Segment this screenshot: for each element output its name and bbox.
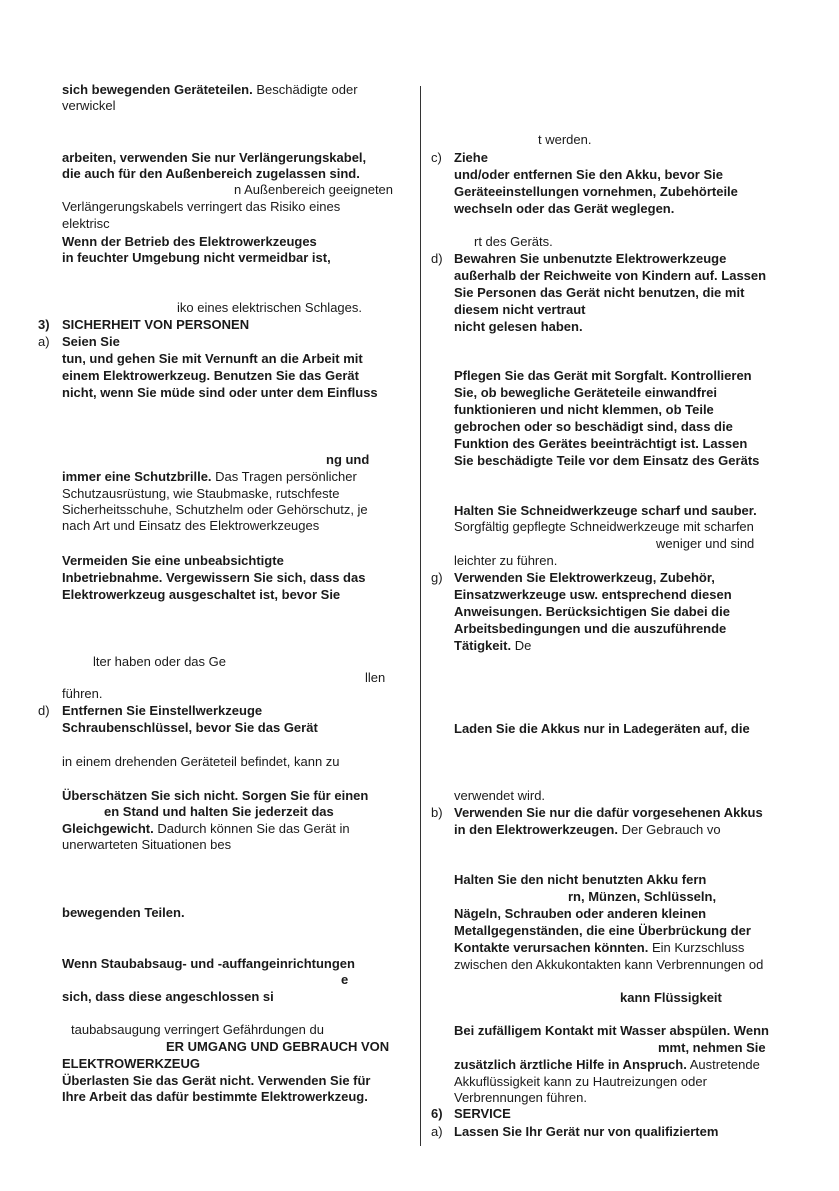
text-line: Überschätzen Sie sich nicht. Sorgen Sie für einen (62, 788, 369, 803)
text-line: elektrisc (62, 216, 110, 231)
text-line: Nägeln, Schrauben oder anderen kleinen (454, 906, 707, 921)
bold-text: immer eine Schutzbrille. (62, 469, 212, 484)
text-line (62, 469, 357, 485)
text-line: in feuchter Umgebung nicht vermeidbar ist, (62, 250, 331, 265)
text-line: leichter zu führen. (454, 553, 558, 568)
text-line: gebrochen oder so beschädigt sind, dass die (454, 419, 733, 434)
text-line: rn, Münzen, Schlüsseln, (568, 889, 717, 904)
list-marker: d) (431, 251, 443, 266)
list-marker: a) (38, 334, 50, 349)
text-line: Akkuflüssigkeit kann zu Hautreizungen oder (454, 1074, 707, 1089)
text-line: Halten Sie Schneidwerkzeuge scharf und sauber. (454, 503, 757, 518)
text-line: mmt, nehmen Sie (658, 1040, 766, 1055)
bold-text: Tätigkeit. (454, 638, 512, 653)
text-line: außerhalb der Reichweite von Kindern auf. Lassen (454, 268, 767, 283)
text-line: Wenn Staubabsaug- und -auffangeinrichtungen (62, 956, 355, 971)
text-line: Einsatzwerkzeuge usw. entsprechend diesen (454, 587, 732, 602)
list-marker: b) (431, 805, 443, 820)
text-line: nach Art und Einsatz des Elektrowerkzeuges (62, 518, 320, 533)
regular-text: De (514, 638, 532, 653)
text-line: unerwarteten Situationen bes (62, 837, 232, 852)
text-line: rt des Geräts. (474, 234, 553, 249)
text-line: Sicherheitsschuhe, Schutzhelm oder Gehörschutz, je (62, 502, 368, 517)
list-marker: c) (431, 150, 442, 165)
text-line: Laden Sie die Akkus nur in Ladegeräten auf, die (454, 721, 750, 736)
text-line: Vermeiden Sie eine unbeabsichtigte (62, 553, 284, 568)
column-divider (420, 86, 421, 1146)
text-line: kann Flüssigkeit (620, 990, 722, 1005)
text-line: Bei zufälligem Kontakt mit Wasser abspülen. Wenn (454, 1023, 769, 1038)
text-line: Entfernen Sie Einstellwerkzeuge (62, 703, 263, 718)
bold-text: Gleichgewicht. (62, 821, 154, 836)
text-line: tun, und gehen Sie mit Vernunft an die Arbeit mit (62, 351, 363, 366)
bold-text: zusätzlich ärztliche Hilfe in Anspruch. (454, 1057, 687, 1072)
text-line (454, 940, 744, 956)
text-line: Funktion des Gerätes beeinträchtigt ist. Lassen (454, 436, 748, 451)
text-line: Sie Personen das Gerät nicht benutzen, die mit (454, 285, 745, 300)
text-line: Seien Sie (62, 334, 120, 349)
text-line: Arbeitsbedingungen und die auszuführende (454, 621, 727, 636)
text-line: nicht, wenn Sie müde sind oder unter dem Einfluss (62, 385, 378, 400)
text-line: Schutzausrüstung, wie Staubmaske, rutschfeste (62, 486, 340, 501)
text-line: Verbrennungen führen. (454, 1090, 587, 1105)
text-line: Anweisungen. Berücksichtigen Sie dabei die (454, 604, 730, 619)
text-line: weniger und sind (656, 536, 755, 551)
text-line: iko eines elektrischen Schlages. (177, 300, 362, 315)
text-line: lter haben oder das Ge (93, 654, 226, 669)
text-line: n Außenbereich geeigneten (234, 182, 394, 197)
section-heading: SICHERHEIT VON PERSONEN (62, 317, 250, 332)
text-line: Bewahren Sie unbenutzte Elektrowerkzeuge (454, 251, 727, 266)
text-line: Wenn der Betrieb des Elektrowerkzeuges (62, 234, 317, 249)
text-line: Verwenden Sie nur die dafür vorgesehenen Akkus (454, 805, 763, 820)
text-line: Sie, ob bewegliche Geräteteile einwandfrei (454, 385, 717, 400)
text-line: Lassen Sie Ihr Gerät nur von qualifiziertem (454, 1124, 719, 1139)
text-line (454, 1057, 760, 1073)
text-line: in einem drehenden Geräteteil befindet, kann zu (62, 754, 340, 769)
text-line: verwendet wird. (454, 788, 546, 803)
regular-text: Dadurch können Sie das Gerät in (157, 821, 350, 836)
text-line: Ihre Arbeit das dafür bestimmte Elektrowerkzeug. (62, 1089, 368, 1104)
text-line: arbeiten, verwenden Sie nur Verlängerungskabel, (62, 150, 367, 165)
text-line: Verlängerungskabels verringert das Risiko eines (62, 199, 341, 214)
text-line: bewegenden Teilen. (62, 905, 185, 920)
text-line: en Stand und halten Sie jederzeit das (104, 804, 334, 819)
text-line: und/oder entfernen Sie den Akku, bevor Sie (454, 167, 723, 182)
list-marker: d) (38, 703, 50, 718)
text-line: verwickel (62, 98, 116, 113)
text-line: Ziehe (454, 150, 488, 165)
text-line: diesem nicht vertraut (454, 302, 586, 317)
bold-text: Kontakte verursachen könnten. (454, 940, 649, 955)
text-line: Verwenden Sie Elektrowerkzeug, Zubehör, (454, 570, 715, 585)
text-line: Geräteeinstellungen vornehmen, Zubehörteile (454, 184, 738, 199)
text-line: Metallgegenständen, die eine Überbrückung der (454, 923, 751, 938)
section-heading: ER UMGANG UND GEBRAUCH VON (166, 1039, 390, 1054)
section-heading: SERVICE (454, 1106, 511, 1121)
text-line: führen. (62, 686, 103, 701)
text-line: wechseln oder das Gerät weglegen. (454, 201, 675, 216)
section-number: 6) (431, 1106, 443, 1121)
section-heading: ELEKTROWERKZEUG (62, 1056, 200, 1071)
regular-text: Der Gebrauch vo (621, 822, 721, 837)
text-line (62, 821, 350, 837)
text-line: funktionieren und nicht klemmen, ob Teile (454, 402, 714, 417)
bold-text: sich bewegenden Geräteteilen. (62, 82, 253, 97)
regular-text: Austretende (689, 1057, 760, 1072)
text-line (454, 822, 721, 838)
text-line: Elektrowerkzeug ausgeschaltet ist, bevor Sie (62, 587, 341, 602)
text-line: Sie beschädigte Teile vor dem Einsatz des Geräts (454, 453, 760, 468)
text-line: Inbetriebnahme. Vergewissern Sie sich, dass das (62, 570, 366, 585)
text-line: Pflegen Sie das Gerät mit Sorgfalt. Kontrollieren (454, 368, 752, 383)
regular-text: Beschädigte oder (256, 82, 358, 97)
text-line (454, 638, 531, 654)
text-line: Halten Sie den nicht benutzten Akku fern (454, 872, 707, 887)
text-line: zwischen den Akkukontakten kann Verbrennungen od (454, 957, 764, 972)
section-number: 3) (38, 317, 50, 332)
text-line: t werden. (538, 132, 592, 147)
text-line: e (341, 972, 349, 987)
text-line: einem Elektrowerkzeug. Benutzen Sie das Gerät (62, 368, 359, 383)
text-line (62, 82, 358, 98)
text-line: die auch für den Außenbereich zugelassen sind. (62, 166, 360, 181)
bold-text: in den Elektrowerkzeugen. (454, 822, 618, 837)
text-line: nicht gelesen haben. (454, 319, 583, 334)
text-line: ng und (326, 452, 370, 467)
text-line: Sorgfältig gepflegte Schneidwerkzeuge mit scharfen (454, 519, 754, 534)
list-marker: g) (431, 570, 443, 585)
regular-text: Das Tragen persönlicher (215, 469, 357, 484)
list-marker: a) (431, 1124, 443, 1139)
text-line: sich, dass diese angeschlossen si (62, 989, 274, 1004)
text-line: Überlasten Sie das Gerät nicht. Verwenden Sie für (62, 1073, 371, 1088)
text-line: taubabsaugung verringert Gefährdungen du (71, 1022, 324, 1037)
text-line: Schraubenschlüssel, bevor Sie das Gerät (62, 720, 318, 735)
regular-text: Ein Kurzschluss (651, 940, 745, 955)
text-line: llen (365, 670, 386, 685)
